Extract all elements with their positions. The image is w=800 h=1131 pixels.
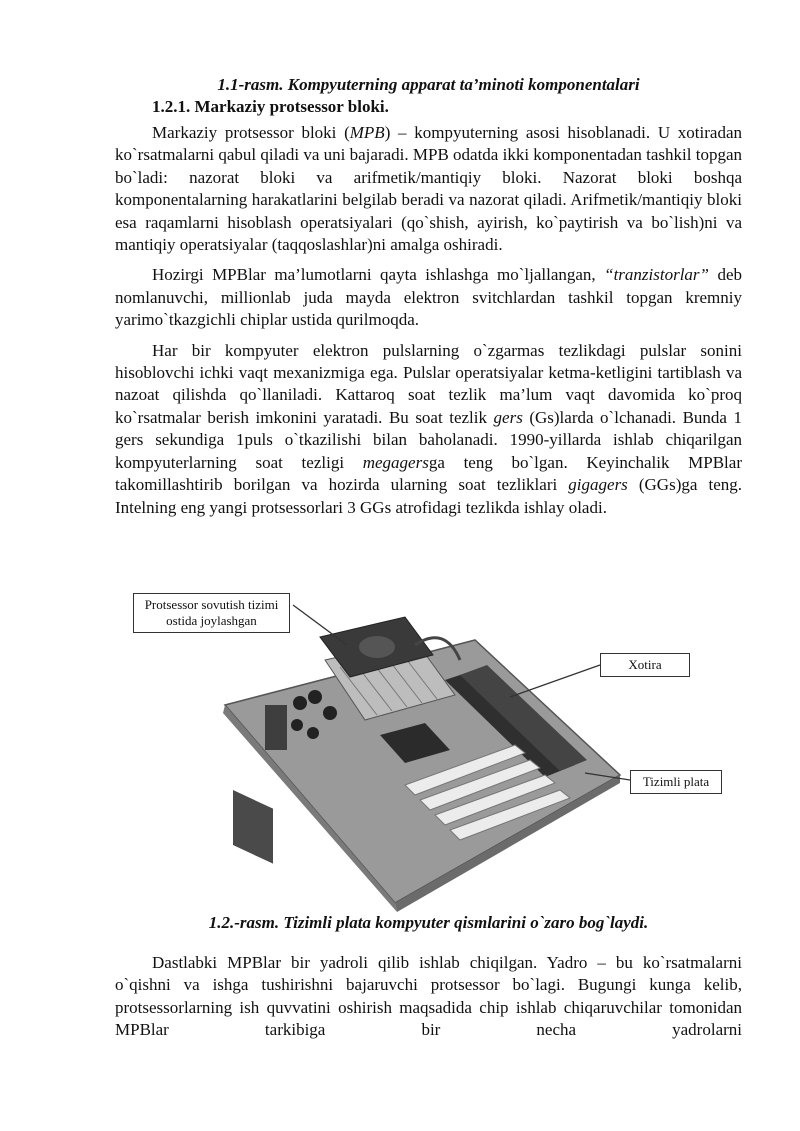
text-run: Har bir kompyuter elektron pulslarning o`zgarmas tezlikdagi pulslar sonini hisoblovchi ichki vaqt mexanizmiga ega. Pulslar operatsiyalar ketma-ketligini tartiblash va nazoat qilishda qo`llaniladi. Kattaroq soat tezlik ma’lum vaqt davomida ko`proq ko`rsatmalar berish imkonini yaratadi. Bu soat tezlik — [115, 340, 742, 427]
figure-caption-1-2-wrap — [115, 912, 742, 934]
motherboard-illustration — [115, 585, 742, 915]
paragraph-transistors — [115, 264, 742, 331]
paragraph-cpu-intro — [115, 122, 742, 256]
term-mpb: MPB — [349, 123, 385, 142]
paragraph-cores: Dastlabki MPBlar bir yadroli qilib ishlab chiqilgan. Yadro – bu ko`rsatmalarni o`qishni va ishga tushirishni bajaruvchi protsessor bo`lagi. Bugungi kunga kelib, protsessorlarning ish quvvatini oshirish maqsadida chip ishlab chiqaruvchilar tomonidan MPBlar tarkibiga bir necha yadrolarni — [115, 953, 742, 1040]
label-cpu-cooler: Protsessor sovutish tizimi ostida joylashgan — [133, 593, 290, 633]
motherboard-figure — [115, 585, 742, 915]
section-heading: 1.2.1. Markaziy protsessor bloki. — [152, 97, 389, 116]
term-gigagers: gigagers — [568, 475, 628, 495]
page-body — [115, 74, 742, 527]
term-gers: gers — [493, 407, 523, 427]
page-body-continued — [115, 952, 742, 1050]
io-ports — [233, 790, 273, 864]
label-system-board: Tizimli plata — [630, 770, 722, 794]
text-run: ga teng bo`lgan. Keyinchalik MPBlar takomillashtirib borilgan va hozirda ularning soat tezliklari — [115, 452, 742, 495]
paragraph-clock-speed — [115, 340, 742, 519]
text-run: (GGs)ga teng. Intelning eng yangi protsessorlari 3 GGs atrofidagi tezlikda ishlay oladi. — [115, 475, 742, 517]
text-run: Markaziy protsessor bloki ( — [152, 123, 350, 142]
figure-caption-1-2: 1.2.-rasm. Tizimli plata kompyuter qismlarini o`zaro bog`laydi. — [208, 913, 649, 932]
text-run: (Gs)larda o`lchanadi. Bunda 1 gers sekundiga 1puls o`tkazilishi bilan baholanadi. 1990-yillarda ishlab chiqarilgan kompyuterlarning soat tezligi — [115, 407, 742, 472]
term-megagers: megagers — [362, 452, 429, 472]
text-run: Hozirgi MPBlar ma’lumotlarni qayta ishlashga mo`ljallangan, — [152, 265, 605, 285]
figure-caption-1-1: 1.1-rasm. Kompyuterning apparat ta’minoti komponentalari — [217, 75, 640, 94]
text-run: ) – kompyuterning asosi hisoblanadi. U xotiradan ko`rsatmalarni qabul qiladi va uni bajaradi. MPB odatda ikki komponentadan tashkil topgan bo`ladi: nazorat bloki va arifmetik/mantiqiy bloki. Nazorat bloki boshqa komponentalarning harakatlarini belgilab beradi va nazorat qiladi. Arifmetik/mantiqiy bloki esa raqamlarni hisoblash operatsiyalari (qo`shish, ayirish, ko`paytirish va bo`lish)ni va mantiqiy operatsiyalar (taqqoslashlar)ni amalga oshiradi. — [115, 123, 742, 255]
text-run: deb nomlanuvchi, millionlab juda mayda elektron svitchlardan tashkil topgan kremniy yarimo`tkazgichli chiplar ustida qurilmoqda. — [115, 265, 743, 330]
leader-line-cpu — [293, 605, 347, 645]
term-transistors: “tranzistorlar” — [604, 265, 710, 285]
io-ports — [265, 705, 287, 750]
fan-hub — [359, 636, 395, 658]
label-memory: Xotira — [600, 653, 690, 677]
leader-line-memory — [510, 665, 600, 697]
